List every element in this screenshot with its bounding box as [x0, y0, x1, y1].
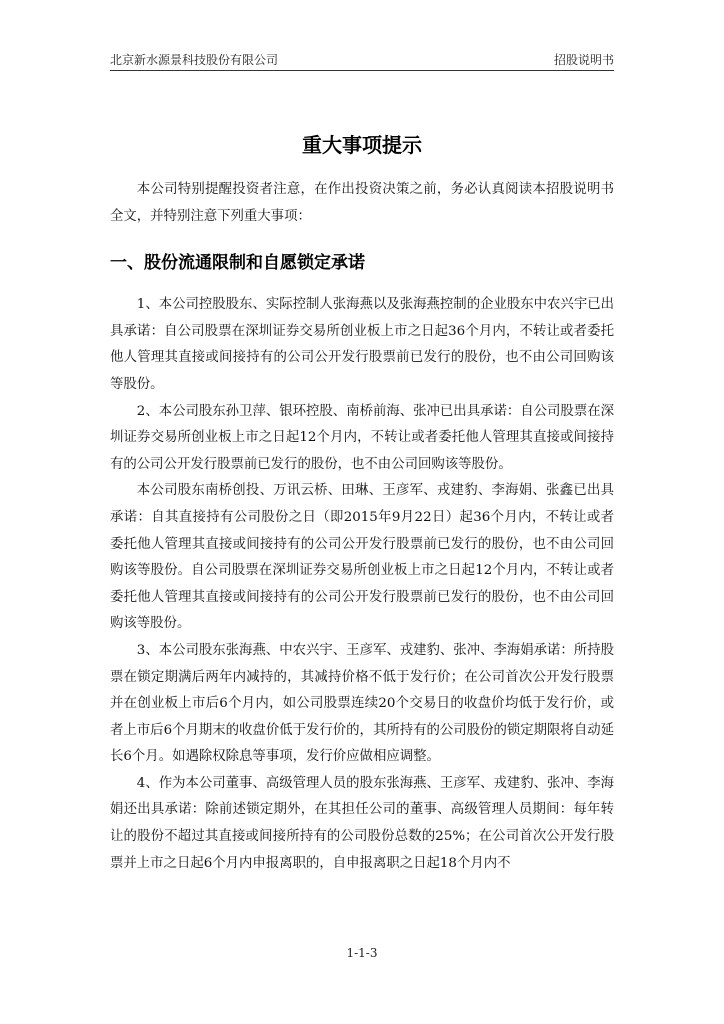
commitment-paragraph-2b: 本公司股东南桥创投、万讯云桥、田琳、王彦军、戎建豹、李海娟、张鑫已出具承诺：自其直接持有公司股份之日（即2015年9月22日）起36个月内，不转让或者委托他人管理其直接或间接持有的公司公开发行股票前已发行的股份，也不由公司回购该等股份。自公司股票在深圳证券交易所创业板上市之日起12个月内，不转让或者委托他人管理其直接或间接持有的公司公开发行股票前已发行的股份，也不由公司回购该等股份。	[110, 483, 614, 632]
commitment-paragraph-3: 3、本公司股东张海燕、中农兴宇、王彦军、戎建豹、张冲、李海娟承诺：所持股票在锁定期满后两年内减持的，其减持价格不低于发行价；在公司首次公开发行股票并在创业板上市后6个月内，如公司股票连续20个交易日的收盘价均低于发行价，或者上市后6个月期末的收盘价低于发行价的，其所持有的公司股份的锁定期限将自动延长6个月。如遇除权除息等事项，发行价应做相应调整。	[110, 642, 614, 765]
section-heading: 一、股份流通限制和自愿锁定承诺	[110, 253, 365, 274]
page-header	[110, 52, 614, 71]
page-title: 重大事项提示	[302, 133, 422, 157]
commitment-paragraph-2: 2、本公司股东孙卫萍、银环控股、南桥前海、张冲已出具承诺：自公司股票在深圳证券交易所创业板上市之日起12个月内，不转让或者委托他人管理其直接或间接持有的公司公开发行股票前已发行的股份，也不由公司回购该等股份。	[110, 403, 614, 472]
commitment-paragraph-4: 4、作为本公司董事、高级管理人员的股东张海燕、王彦军、戎建豹、张冲、李海娟还出具承诺：除前述锁定期外，在其担任公司的董事、高级管理人员期间：每年转让的股份不超过其直接或间接所持有的公司股份总数的25%；在公司首次公开发行股票并上市之日起6个月内申报离职的，自申报离职之日起18个月内不	[110, 775, 614, 871]
header-company-name: 北京新水源景科技股份有限公司	[110, 53, 279, 67]
document-body	[110, 177, 614, 877]
header-document-type: 招股说明书	[553, 53, 614, 67]
intro-paragraph: 本公司特别提醒投资者注意，在作出投资决策之前，务必认真阅读本招股说明书全文，并特别注意下列重大事项：	[110, 182, 614, 224]
commitment-paragraph-1: 1、本公司控股股东、实际控制人张海燕以及张海燕控制的企业股东中农兴宇已出具承诺：自公司股票在深圳证券交易所创业板上市之日起36个月内，不转让或者委托他人管理其直接或间接持有的公司公开发行股票前已发行的股份，也不由公司回购该等股份。	[110, 297, 614, 392]
page-number: 1-1-3	[346, 946, 378, 960]
